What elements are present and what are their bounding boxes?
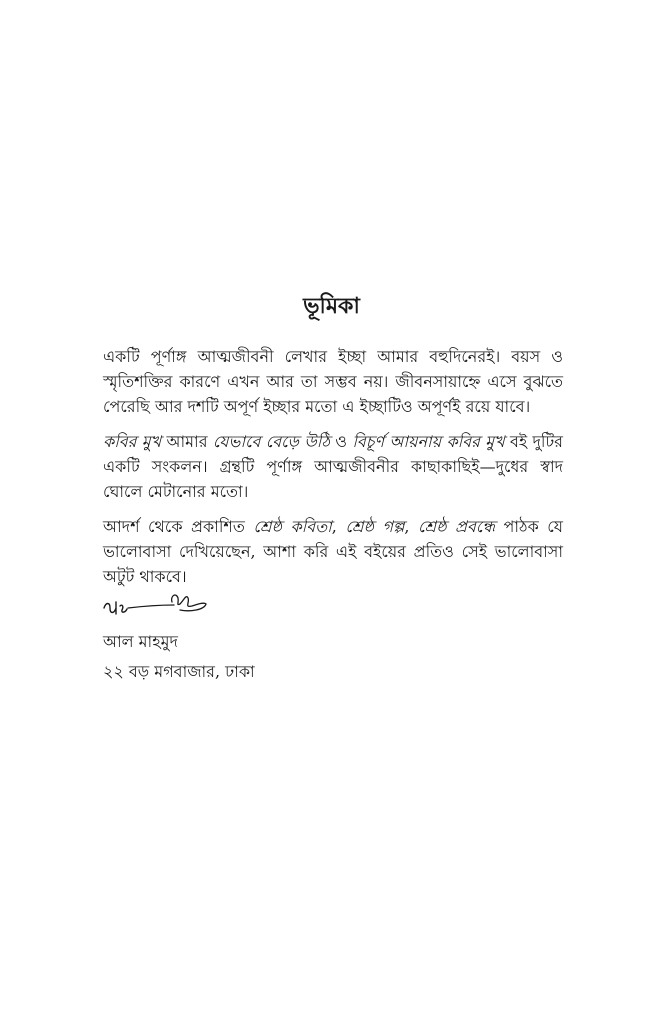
paragraph-text: পাঠক যে ভালোবাসা দেখিয়েছেন, আশা করি এই বইয়ের প্রতিও সেই ভালোবাসা অটুট থাকবে। <box>103 517 563 586</box>
paragraph-2 <box>103 429 563 504</box>
paragraph-text: ও <box>329 432 353 451</box>
separator: , <box>404 517 418 536</box>
book-title: কবির মুখ <box>103 432 162 451</box>
paragraph-3 <box>103 514 563 589</box>
page-title: ভূমিকা <box>303 293 360 319</box>
author-address: ২২ বড় মগবাজার, ঢাকা <box>103 662 255 681</box>
book-title: বিচূর্ণ আয়নায় কবির মুখ <box>352 432 505 451</box>
separator: , <box>331 517 346 536</box>
paragraph-text: আমার <box>161 432 213 451</box>
book-title: শ্রেষ্ঠ গল্প <box>345 517 405 536</box>
author-name: আল মাহমুদ <box>103 632 178 651</box>
paragraph-text: আদর্শ থেকে প্রকাশিত <box>103 517 254 536</box>
book-title: যেভাবে বেড়ে উঠি <box>212 432 330 451</box>
paragraph-1: একটি পূর্ণাঙ্গ আত্মজীবনী লেখার ইচ্ছা আমার বহুদিনেরই। বয়স ও স্মৃতিশক্তির কারণে এখন আর তা সম্ভব নয়। জীবনসায়াহ্নে এসে বুঝতে পেরেছি আর দশটি অপূর্ণ ইচ্ছার মতো এ ইচ্ছাটিও অপূর্ণই রয়ে যাবে। <box>103 347 563 416</box>
book-title: শ্রেষ্ঠ কবিতা <box>253 517 332 536</box>
preface-body <box>103 344 563 599</box>
signature-image <box>100 588 210 622</box>
book-title: শ্রেষ্ঠ প্রবন্ধে <box>417 517 495 536</box>
paragraph-text: বই দুটির একটি সংকলন। গ্রন্থটি পূর্ণাঙ্গ আত্মজীবনীর কাছাকাছিই—দুধের স্বাদ ঘোলে মেটানোর মতো। <box>103 432 563 501</box>
